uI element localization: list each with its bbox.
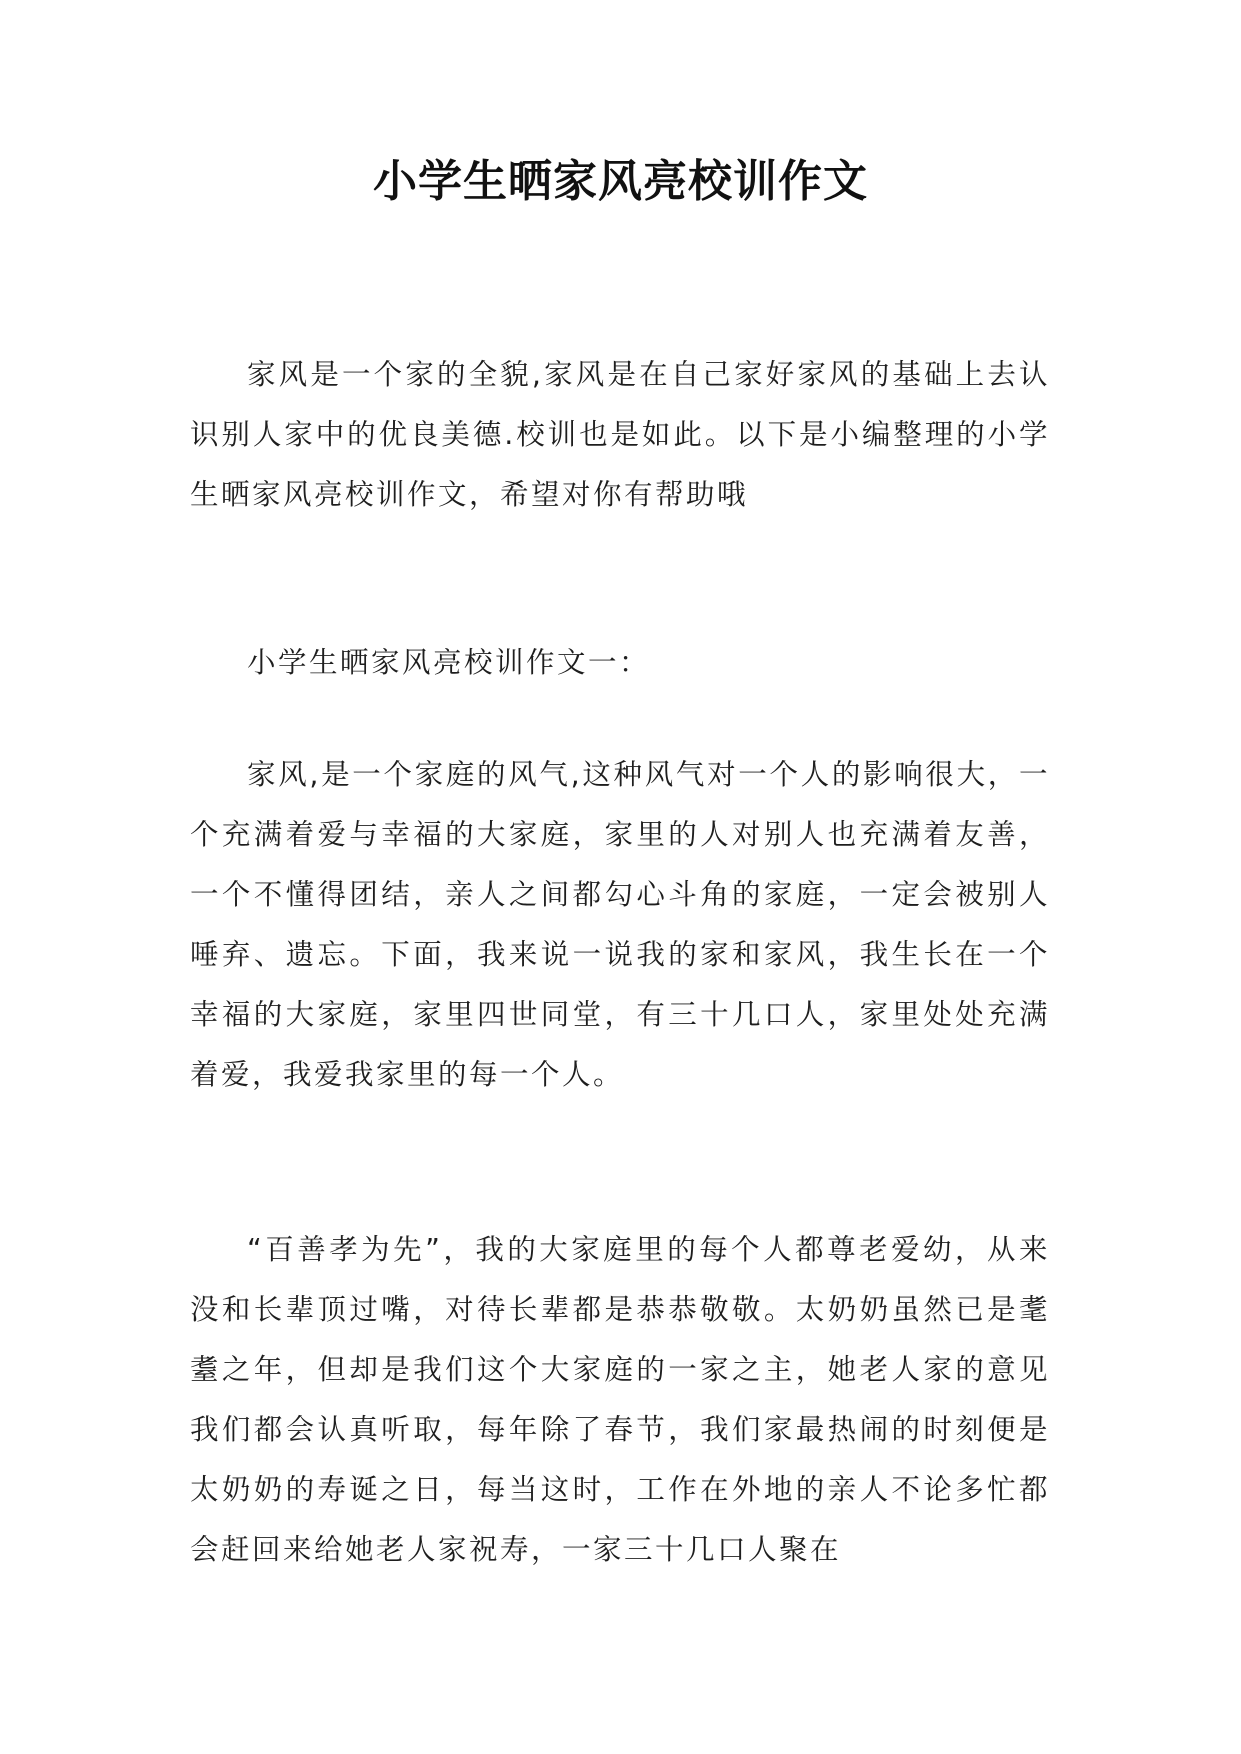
body-paragraph-2: “百善孝为先”，我的大家庭里的每个人都尊老爱幼，从来没和长辈顶过嘴，对待长辈都是恭恭敬敬。太奶奶虽然已是耄耋之年，但却是我们这个大家庭的一家之主，她老人家的意见我们都会认真听取，每年除了春节，我们家最热闹的时刻便是太奶奶的寿诞之日，每当这时，工作在外地的亲人不论多忙都会赶回来给她老人家祝寿，一家三十几口人聚在 xyxy=(190,1233,1050,1566)
body-paragraph-1: 家风,是一个家庭的风气,这种风气对一个人的影响很大，一个充满着爱与幸福的大家庭，家里的人对别人也充满着友善，一个不懂得团结，亲人之间都勾心斗角的家庭，一定会被别人唾弃、遗忘。下面，我来说一说我的家和家风，我生长在一个幸福的大家庭，家里四世同堂，有三十几口人，家里处处充满着爱，我爱我家里的每一个人。 xyxy=(190,758,1050,1091)
intro-paragraph: 家风是一个家的全貌,家风是在自己家好家风的基础上去认识别人家中的优良美德.校训也是如此。以下是小编整理的小学生晒家风亮校训作文，希望对你有帮助哦 xyxy=(190,358,1050,511)
section-heading: 小学生晒家风亮校训作文一： xyxy=(247,646,651,679)
document-title: 小学生晒家风亮校训作文 xyxy=(373,156,868,207)
